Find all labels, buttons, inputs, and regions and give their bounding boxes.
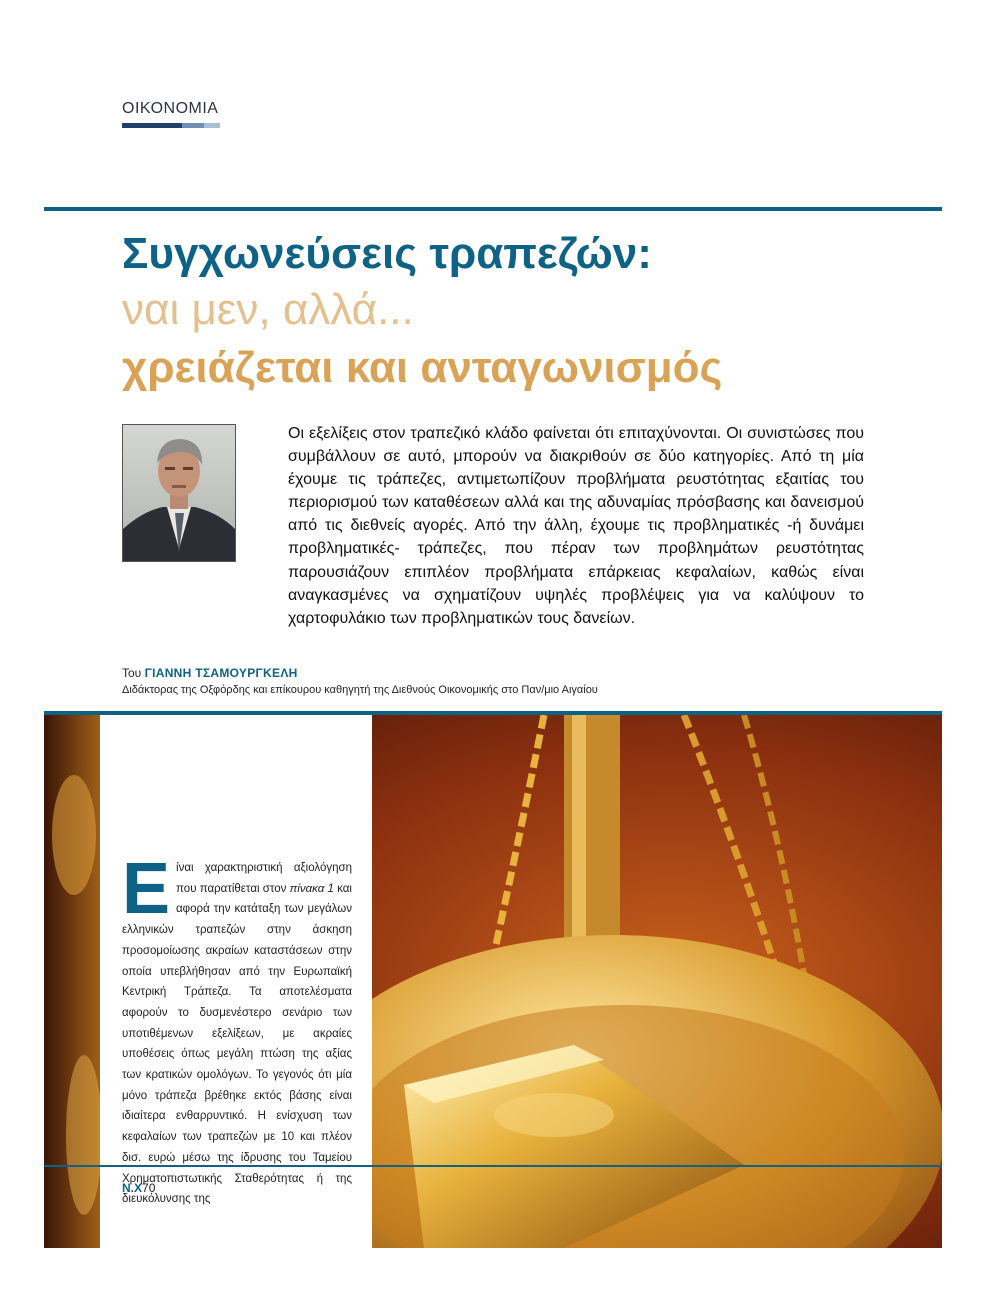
section-bar — [122, 123, 162, 128]
body-emphasis: πίνακα 1 — [289, 882, 334, 895]
article-body — [122, 849, 352, 1210]
byline — [122, 666, 298, 680]
page-folio — [122, 1181, 155, 1195]
body-part2: και αφορά την κατάταξη των μεγάλων ελληνικών τραπεζών στην άσκηση προσομοίωσης ακραίων καταστάσεων στην οποία υπεβλήθησαν από την Ευρωπαϊκή Κεντρική Τράπεζα. Τα αποτελέσματα αφορούν το δυσμενέστερο σενάριο των υποτιθέμενων εξελίξεων, με ακραίες υποθέσεις όπως μεγάλη πτώση της αξίας των κρατικών ομολόγων. Το γεγονός ότι μία μόνο τράπεζα βρέθηκε εκτός βάσης είναι ιδιαίτερα ενθαρρυντικό. Η ενίσχυση των κεφαλαίων των τραπεζών με 10 και πλέον δισ. ευρώ μέσω της ίδρυσης του Ταμείου Χρηματοπιστωτικής Σταθερότητας ή της διευκόλυνσης της — [122, 882, 352, 1206]
section-bar — [182, 123, 204, 128]
author-credentials: Διδάκτορας της Οξφόρδης και επίκουρου καθηγητή της Διεθνούς Οικονομικής στο Παν/μιο Αιγαίου — [122, 684, 598, 696]
article-subtitle-line2: χρειάζεται και ανταγωνισμός — [122, 343, 723, 392]
section-bar — [204, 123, 220, 128]
bottom-rule — [44, 1165, 942, 1167]
author-name: ΓΙΑΝΝΗ ΤΣΑΜΟΥΡΓΚΕΛΗ — [144, 666, 298, 680]
byline-prefix: Του — [122, 666, 142, 680]
portrait-illustration — [123, 425, 235, 561]
article-title: Συγχωνεύσεις τραπεζών: — [122, 229, 652, 278]
section-bar — [162, 123, 182, 128]
section-label: ΟΙΚΟΝΟΜΙΑ — [122, 100, 219, 117]
body-part1: ίναι χαρακτηριστική αξιολόγηση που παρατίθεται στον — [176, 862, 352, 895]
page-number: 70 — [142, 1181, 156, 1195]
section-color-bars — [122, 123, 220, 128]
dropcap: Ε — [122, 849, 171, 929]
author-portrait — [122, 424, 236, 562]
top-rule — [44, 207, 942, 211]
article-lead: Οι εξελίξεις στον τραπεζικό κλάδο φαίνεται ότι επιταχύνονται. Οι συνιστώσες που συμβάλλουν σε αυτό, μπορούν να διακριθούν σε δύο κατηγορίες. Από τη μία έχουμε τις τράπεζες, αντιμετωπίζουν προβλήματα ρευστότητας εξαιτίας του περιορισμού των καταθέσεων αλλά και της αδυναμίας πρόσβασης και δανεισμού από τις διεθνείς αγορές. Από την άλλη, έχουμε τις προβληματικές -ή δυνάμει προβληματικές- τράπεζες, που πέραν των προβλημάτων ρευστότητας παρουσιάζουν επιπλέον προβλήματα επάρκειας κεφαλαίων, καθώς είναι αναγκασμένες να σχηματίζουν υψηλές προβλέψεις για να καλύψουν το χαρτοφυλάκιο των προβληματικών τους δανείων. — [288, 425, 864, 627]
magazine-mark: Ν.Χ — [122, 1181, 143, 1195]
article-subtitle-line1: ναι μεν, αλλά... — [122, 285, 414, 334]
